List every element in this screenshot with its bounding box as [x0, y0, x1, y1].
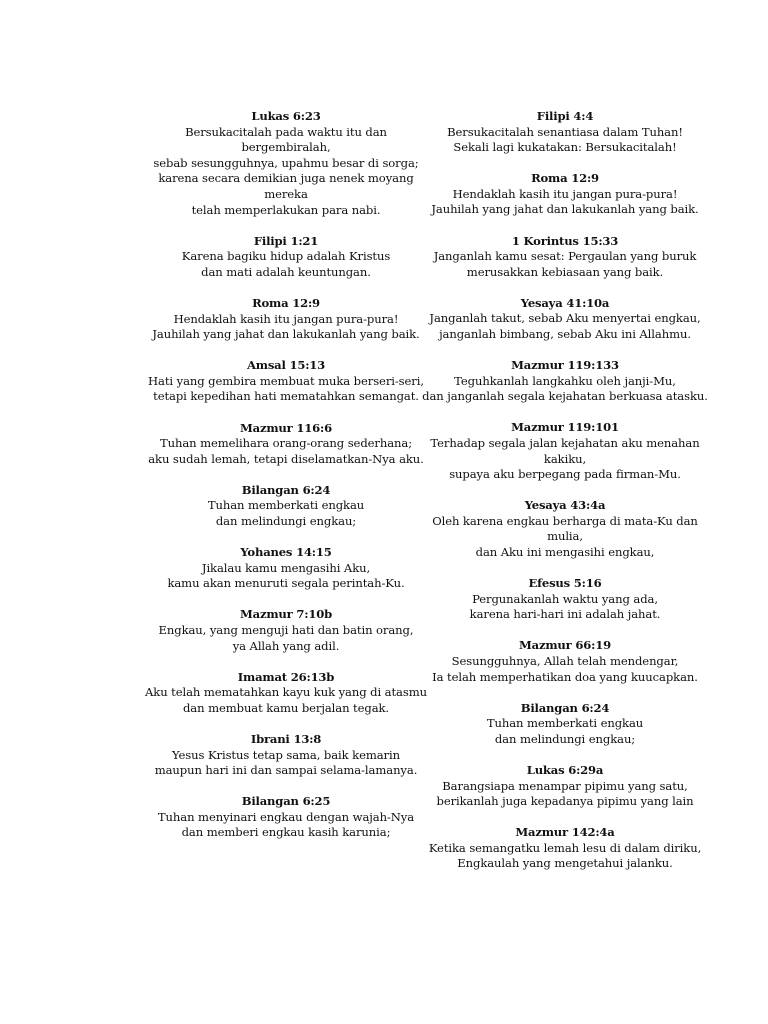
verse-reference: Mazmur 119:101 [511, 420, 619, 435]
verse-text-line: supaya aku berpegang pada firman-Mu. [449, 467, 681, 482]
verse-text-line: Tuhan memberkati engkau [207, 498, 365, 513]
verse-text-line: kamu akan menuruti segala perintah-Ku. [167, 576, 405, 591]
verse-text-line: Ketika semangatku lemah lesu di dalam diriku, [428, 840, 702, 855]
verse-reference: Bilangan 6:24 [520, 700, 610, 715]
verse-block [420, 296, 710, 343]
verse-text-line: aku sudah lemah, tetapi diselamatkan-Nya aku. [148, 451, 424, 466]
verse-reference: Bilangan 6:25 [241, 794, 331, 809]
verse-text-line: Engkau, yang menguji hati dan batin orang, [158, 622, 414, 637]
verse-reference: Filipi 4:4 [536, 109, 594, 123]
verse-block [140, 732, 432, 779]
verse-reference: Filipi 1:21 [253, 233, 319, 248]
verse-text-line: Tuhan memberkati engkau [486, 716, 644, 731]
verse-text-line: Janganlah takut, sebab Aku menyertai engkau, [429, 311, 701, 326]
verse-reference: Yohanes 14:15 [240, 545, 332, 560]
verse-text-line: Jikalau kamu mengasihi Aku, [201, 560, 371, 575]
verse-block [420, 576, 710, 623]
verse-text-line: berikanlah juga kepadanya pipimu yang lain [436, 794, 694, 809]
verse-text-line: Tuhan memelihara orang-orang sederhana; [159, 436, 413, 451]
verse-text-line: janganlah bimbang, sebab Aku ini Allahmu. [439, 327, 691, 342]
verse-text-line: dan memberi engkau kasih karunia; [181, 825, 391, 840]
verse-text-line: Janganlah kamu sesat: Pergaulan yang buruk [433, 249, 697, 264]
verse-block [420, 358, 710, 405]
verse-text-line: Yesus Kristus tetap sama, baik kemarin [172, 747, 400, 762]
verse-reference: Amsal 15:13 [246, 358, 326, 373]
verse-reference: Roma 12:9 [252, 295, 320, 310]
verse-text-line: Terhadap segala jalan kejahatan aku menahan [430, 436, 700, 450]
verse-reference: Efesus 5:16 [528, 576, 602, 591]
verse-reference: Mazmur 7:10b [240, 607, 332, 622]
verse-block [140, 358, 432, 405]
verse-reference: Mazmur 119:133 [511, 358, 619, 373]
verse-block [420, 638, 710, 685]
verse-text-line: dan janganlah segala kejahatan berkuasa atasku. [422, 389, 708, 404]
verse-text-line: Oleh karena engkau berharga di mata-Ku dan [432, 513, 698, 528]
verse-text-line: dan membuat kamu berjalan tegak. [182, 700, 390, 715]
verse-reference: Mazmur 142:4a [515, 825, 615, 840]
verse-reference: Lukas 6:29a [526, 763, 604, 777]
verse-block [140, 607, 432, 654]
left-verse-column [140, 109, 432, 856]
verse-text-line: bergembiralah, [241, 140, 331, 155]
verse-reference: Roma 12:9 [531, 171, 599, 186]
right-verse-column [420, 109, 710, 888]
verse-text-line: karena secara demikian juga nenek moyang [158, 171, 414, 186]
verse-text-line: Teguhkanlah langkahku oleh janji-Mu, [454, 373, 676, 388]
verse-text-line: kakiku, [543, 451, 587, 466]
verse-text-line: Bersukacitalah senantiasa dalam Tuhan! [447, 124, 683, 139]
verse-text-line: karena hari-hari ini adalah jahat. [469, 607, 661, 622]
verse-text-line: dan melindungi engkau; [494, 731, 636, 746]
verse-block [420, 420, 710, 482]
verse-text-line: maupun hari ini dan sampai selama-lamanya. [154, 763, 418, 778]
verse-text-line: Engkaulah yang mengetahui jalanku. [457, 856, 673, 871]
verse-reference: Mazmur 116:6 [240, 420, 332, 435]
verse-text-line: dan melindungi engkau; [215, 513, 357, 528]
verse-block [420, 234, 710, 281]
verse-block [140, 545, 432, 592]
verse-reference: 1 Korintus 15:33 [511, 233, 619, 248]
verse-reference: Bilangan 6:24 [241, 482, 331, 497]
verse-text-line: Pergunakanlah waktu yang ada, [472, 591, 658, 606]
verse-text-line: sebab sesungguhnya, upahmu besar di sorga; [153, 155, 419, 170]
verse-block [140, 483, 432, 530]
verse-block [420, 825, 710, 872]
verse-reference: Imamat 26:13b [237, 669, 335, 684]
verse-text-line: Jauhilah yang jahat dan lakukanlah yang baik. [431, 202, 699, 217]
verse-block [140, 421, 432, 468]
verse-block [420, 171, 710, 218]
verse-text-line: Hendaklah kasih itu jangan pura-pura! [452, 186, 678, 201]
verse-text-line: Sesungguhnya, Allah telah mendengar, [451, 654, 679, 669]
verse-text-line: mulia, [547, 529, 583, 544]
verse-block [420, 701, 710, 748]
verse-block [140, 296, 432, 343]
verse-text-line: telah memperlakukan para nabi. [191, 202, 381, 217]
verse-block [420, 109, 710, 156]
verse-reference: Mazmur 66:19 [519, 638, 611, 653]
verse-block [420, 763, 710, 810]
verse-text-line: dan mati adalah keuntungan. [201, 264, 371, 279]
verse-block [140, 794, 432, 841]
verse-text-line: tetapi kepedihan hati mematahkan semangat. [153, 389, 419, 404]
verse-text-line: merusakkan kebiasaan yang baik. [466, 264, 664, 279]
verse-block [140, 109, 432, 218]
verse-block [140, 670, 432, 717]
verse-text-line: Sekali lagi kukatakan: Bersukacitalah! [453, 140, 677, 155]
verse-text-line: Tuhan menyinari engkau dengan wajah-Nya [157, 809, 415, 824]
verse-reference: Yesaya 41:10a [520, 295, 610, 310]
verse-reference: Lukas 6:23 [251, 109, 321, 123]
verse-text-line: Jauhilah yang jahat dan lakukanlah yang baik. [152, 327, 420, 342]
verse-text-line: Bersukacitalah pada waktu itu dan [185, 124, 387, 139]
verse-text-line: Ia telah memperhatikan doa yang kuucapkan. [432, 669, 698, 684]
verse-text-line: Barangsiapa menampar pipimu yang satu, [442, 778, 688, 793]
verse-text-line: Hati yang gembira membuat muka berseri-seri, [148, 373, 424, 388]
verse-text-line: ya Allah yang adil. [232, 638, 340, 653]
verse-text-line: Karena bagiku hidup adalah Kristus [181, 249, 391, 264]
verse-block [420, 498, 710, 560]
verse-text-line: dan Aku ini mengasihi engkau, [475, 545, 655, 560]
verse-text-line: Aku telah mematahkan kayu kuk yang di atasmu [145, 685, 427, 700]
verse-text-line: Hendaklah kasih itu jangan pura-pura! [173, 311, 399, 326]
verse-text-line: mereka [264, 186, 308, 201]
verse-block [140, 234, 432, 281]
verse-reference: Yesaya 43:4a [524, 498, 606, 513]
verse-reference: Ibrani 13:8 [250, 731, 322, 746]
